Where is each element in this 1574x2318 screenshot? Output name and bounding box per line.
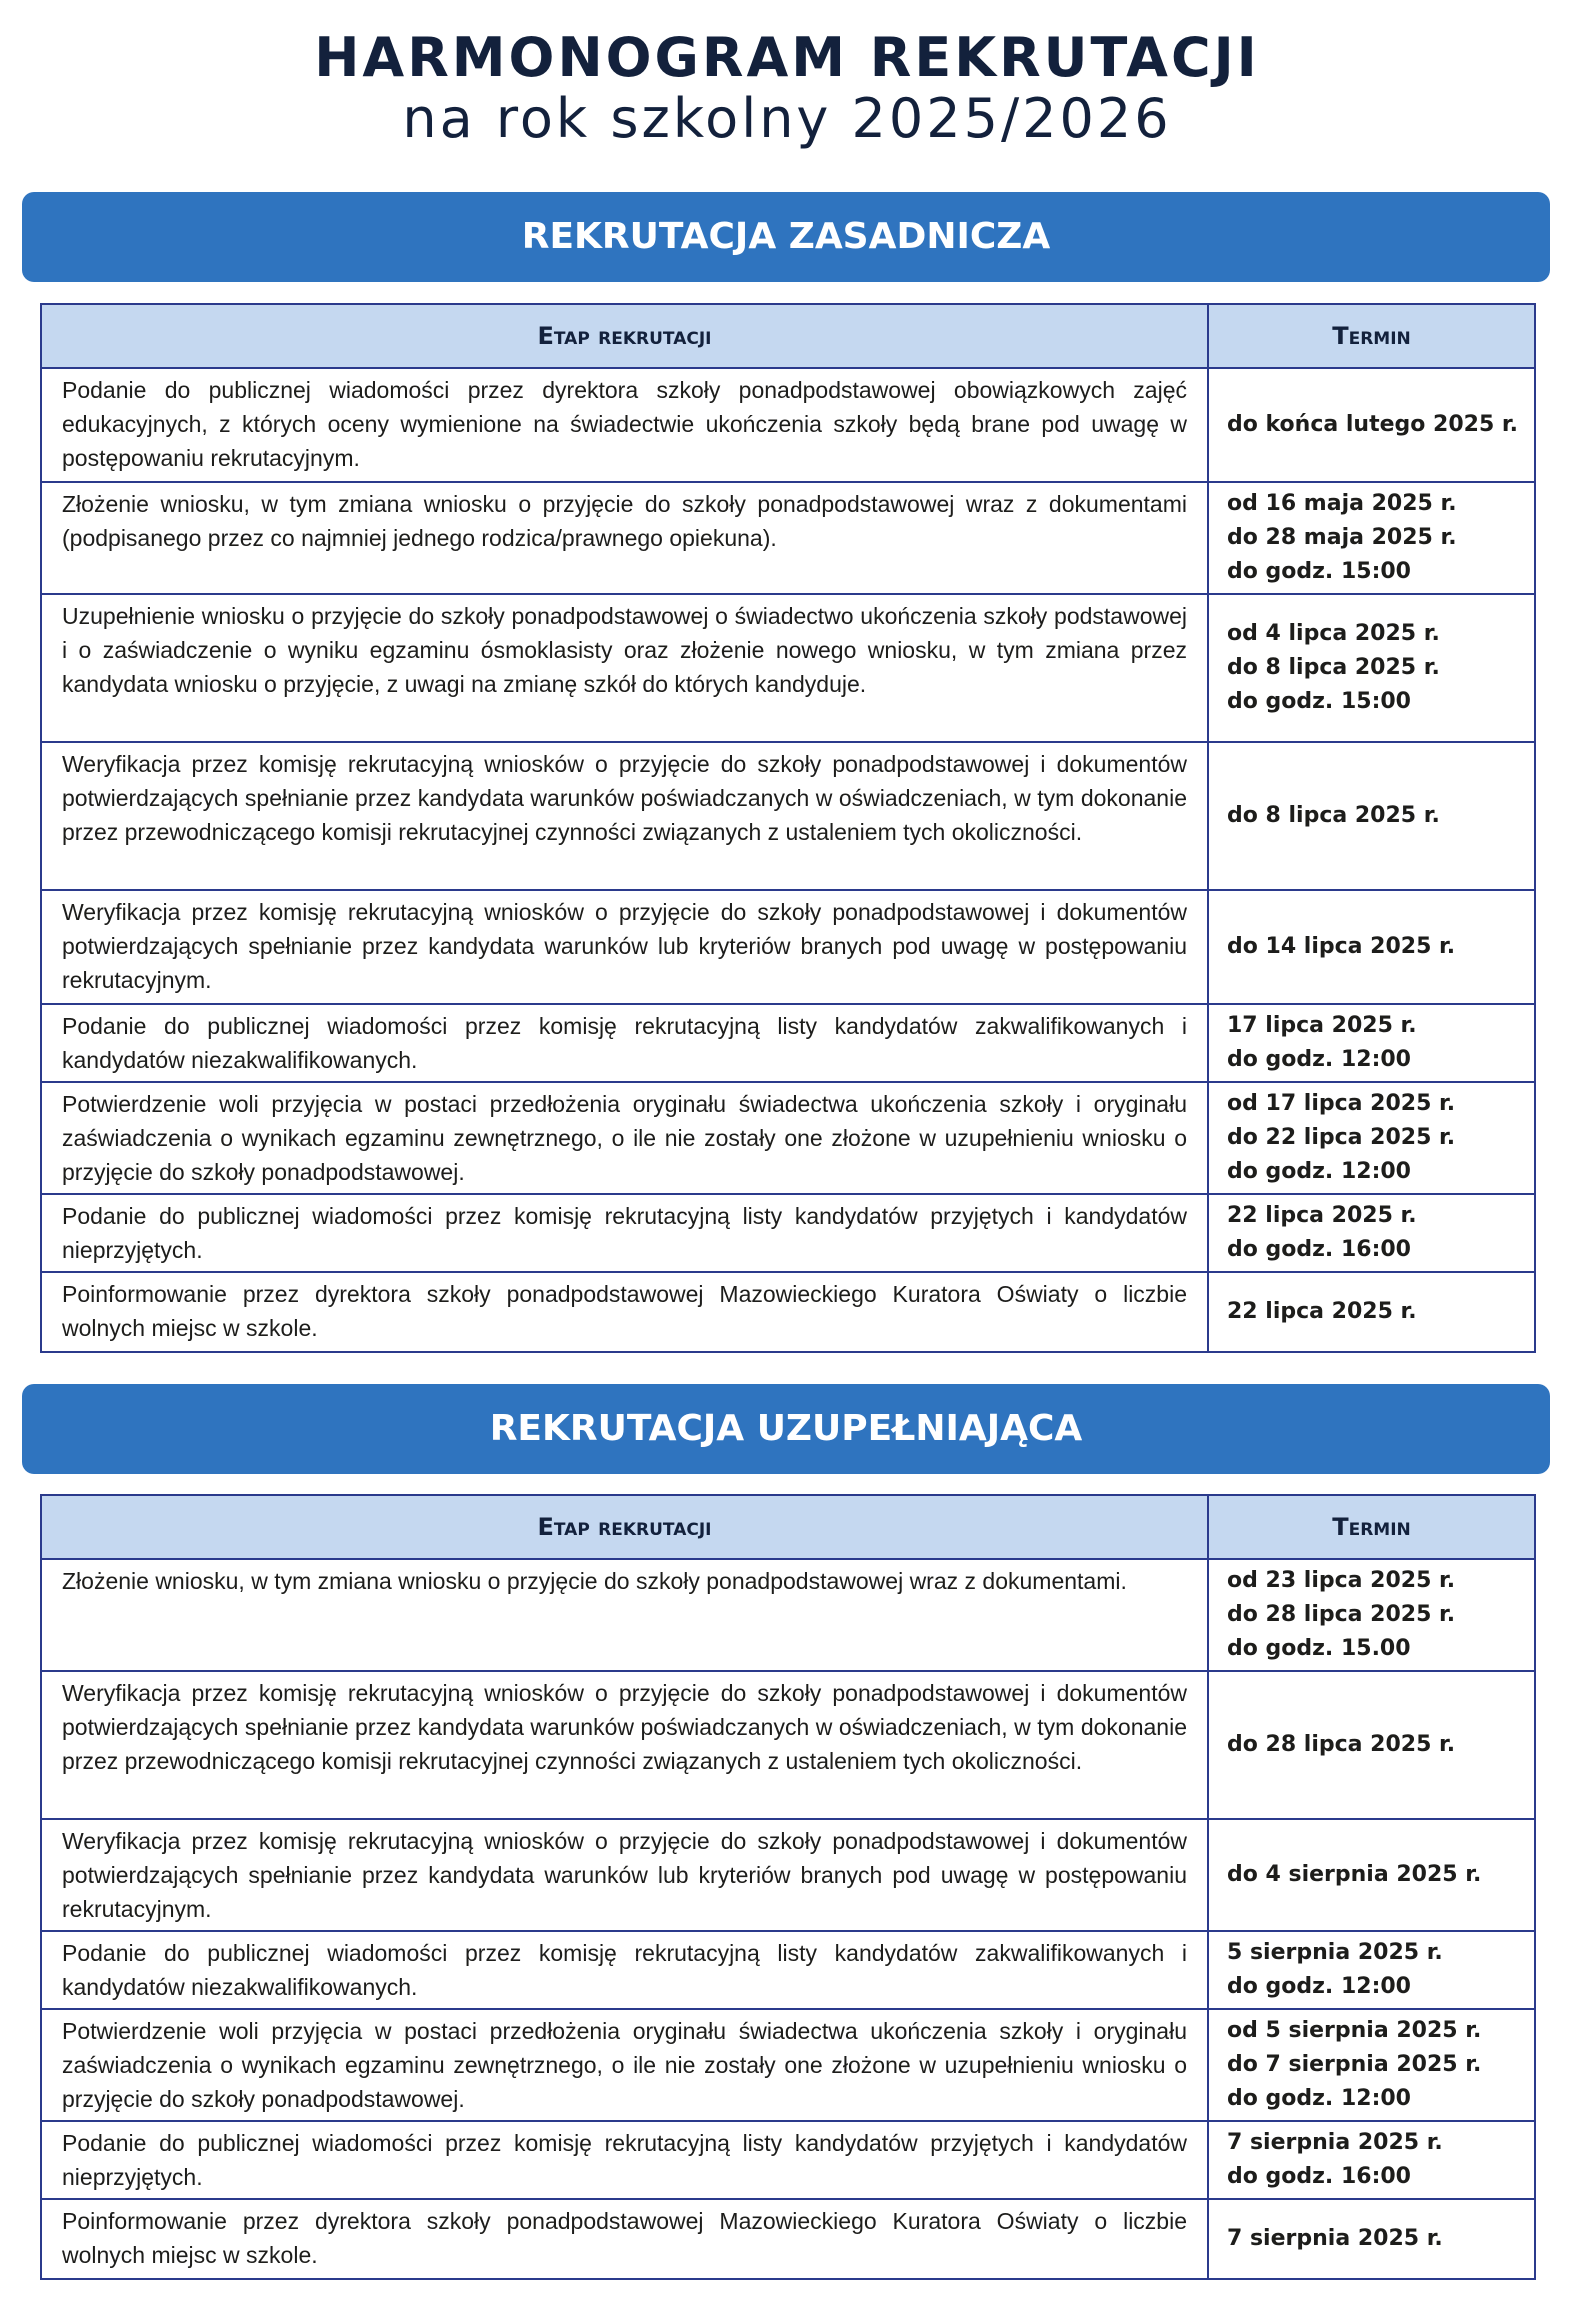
- deadline-line: od 16 maja 2025 r.: [1227, 491, 1457, 516]
- deadline-line: 22 lipca 2025 r.: [1227, 1203, 1417, 1228]
- deadline-line: 7 sierpnia 2025 r.: [1227, 2226, 1443, 2251]
- column-header-stage: Etap rekrutacji: [41, 304, 1208, 368]
- stage-description: Potwierdzenie woli przyjęcia w postaci przedłożenia oryginału świadectwa ukończenia szkoły i oryginału zaświadczenia o wynikach egzaminu zewnętrznego, o ile nie zostały one złożone w uzupełnieniu wniosku o przyjęcie do szkoły ponadpodstawowej.: [41, 1082, 1208, 1194]
- table-row: [41, 2199, 1535, 2279]
- deadline-line: do 22 lipca 2025 r.: [1227, 1125, 1456, 1150]
- stage-description: Podanie do publicznej wiadomości przez komisję rekrutacyjną listy kandydatów przyjętych i kandydatów nieprzyjętych.: [41, 2121, 1208, 2199]
- stage-deadline: [1208, 1272, 1535, 1352]
- deadline-line: 5 sierpnia 2025 r.: [1227, 1940, 1443, 1965]
- table-body: [41, 368, 1535, 1352]
- table-row: [41, 594, 1535, 742]
- deadline-line: do 14 lipca 2025 r.: [1227, 934, 1456, 959]
- stage-deadline: [1208, 2199, 1535, 2279]
- table-header-row: [41, 1495, 1535, 1559]
- stage-description: Złożenie wniosku, w tym zmiana wniosku o przyjęcie do szkoły ponadpodstawowej wraz z dokumentami (podpisanego przez co najmniej jednego rodzica/prawnego opiekuna).: [41, 482, 1208, 594]
- table-row: [41, 1931, 1535, 2009]
- table-row: [41, 1559, 1535, 1671]
- deadline-line: do 7 sierpnia 2025 r.: [1227, 2052, 1482, 2077]
- deadline-line: do godz. 12:00: [1227, 1047, 1411, 1072]
- stage-deadline: [1208, 1082, 1535, 1194]
- table-header-row: [41, 304, 1535, 368]
- deadline-line: od 5 sierpnia 2025 r.: [1227, 2018, 1482, 2043]
- stage-description: Podanie do publicznej wiadomości przez komisję rekrutacyjną listy kandydatów zakwalifikowanych i kandydatów niezakwalifikowanych.: [41, 1004, 1208, 1082]
- column-header-stage: Etap rekrutacji: [41, 1495, 1208, 1559]
- deadline-line: do 8 lipca 2025 r.: [1227, 803, 1440, 828]
- stage-deadline: [1208, 1671, 1535, 1819]
- page-title: HARMONOGRAM REKRUTACJI: [314, 26, 1260, 89]
- schedule-table-main: [40, 303, 1536, 1353]
- stage-deadline: [1208, 1004, 1535, 1082]
- deadline-line: do godz. 12:00: [1227, 1159, 1411, 1184]
- table-row: [41, 482, 1535, 594]
- deadline-line: do końca lutego 2025 r.: [1227, 412, 1519, 437]
- table-row: [41, 1819, 1535, 1931]
- deadline-line: do 28 maja 2025 r.: [1227, 525, 1457, 550]
- deadline-line: do godz. 15.00: [1227, 1636, 1411, 1661]
- stage-description: Podanie do publicznej wiadomości przez komisję rekrutacyjną listy kandydatów przyjętych i kandydatów nieprzyjętych.: [41, 1194, 1208, 1272]
- stage-description: Podanie do publicznej wiadomości przez dyrektora szkoły ponadpodstawowej obowiązkowych zajęć edukacyjnych, z których oceny wymienione na świadectwie ukończenia szkoły będą brane pod uwagę w postępowaniu rekrutacyjnym.: [41, 368, 1208, 482]
- stage-description: Poinformowanie przez dyrektora szkoły ponadpodstawowej Mazowieckiego Kuratora Oświaty o liczbie wolnych miejsc w szkole.: [41, 2199, 1208, 2279]
- table-row: [41, 1671, 1535, 1819]
- deadline-line: do godz. 15:00: [1227, 689, 1411, 714]
- table-row: [41, 890, 1535, 1004]
- deadline-line: do 4 sierpnia 2025 r.: [1227, 1862, 1482, 1887]
- schedule-table-supplementary: [40, 1494, 1536, 2280]
- deadline-line: od 17 lipca 2025 r.: [1227, 1091, 1456, 1116]
- stage-deadline: [1208, 890, 1535, 1004]
- stage-deadline: [1208, 1931, 1535, 2009]
- column-header-term: Termin: [1208, 304, 1535, 368]
- stage-deadline: [1208, 1559, 1535, 1671]
- deadline-line: do godz. 16:00: [1227, 1237, 1411, 1262]
- deadline-line: do godz. 12:00: [1227, 2086, 1411, 2111]
- deadline-line: od 4 lipca 2025 r.: [1227, 621, 1440, 646]
- stage-description: Uzupełnienie wniosku o przyjęcie do szkoły ponadpodstawowej o świadectwo ukończenia szkoły podstawowej i o zaświadczenie o wyniku egzaminu ósmoklasisty oraz złożenie nowego wniosku, w tym zmiana przez kandydata wniosku o przyjęcie, z uwagi na zmianę szkół do których kandyduje.: [41, 594, 1208, 742]
- deadline-line: do godz. 15:00: [1227, 559, 1411, 584]
- stage-description: Podanie do publicznej wiadomości przez komisję rekrutacyjną listy kandydatów zakwalifikowanych i kandydatów niezakwalifikowanych.: [41, 1931, 1208, 2009]
- stage-deadline: [1208, 742, 1535, 890]
- stage-deadline: [1208, 1819, 1535, 1931]
- section-banner-main: REKRUTACJA ZASADNICZA: [22, 192, 1550, 282]
- table-body: [41, 1559, 1535, 2279]
- deadline-line: od 23 lipca 2025 r.: [1227, 1568, 1456, 1593]
- deadline-line: do godz. 16:00: [1227, 2164, 1411, 2189]
- stage-deadline: [1208, 368, 1535, 482]
- stage-deadline: [1208, 1194, 1535, 1272]
- stage-deadline: [1208, 482, 1535, 594]
- table-row: [41, 2009, 1535, 2121]
- stage-description: Potwierdzenie woli przyjęcia w postaci przedłożenia oryginału świadectwa ukończenia szkoły i oryginału zaświadczenia o wynikach egzaminu zewnętrznego, o ile nie zostały one złożone w uzupełnieniu wniosku o przyjęcie do szkoły ponadpodstawowej.: [41, 2009, 1208, 2121]
- deadline-line: 7 sierpnia 2025 r.: [1227, 2130, 1443, 2155]
- section-banner-supplementary: REKRUTACJA UZUPEŁNIAJĄCA: [22, 1384, 1550, 1474]
- deadline-line: do 28 lipca 2025 r.: [1227, 1602, 1456, 1627]
- deadline-line: do 8 lipca 2025 r.: [1227, 655, 1440, 680]
- deadline-line: do godz. 12:00: [1227, 1974, 1411, 1999]
- stage-description: Weryfikacja przez komisję rekrutacyjną wniosków o przyjęcie do szkoły ponadpodstawowej i dokumentów potwierdzających spełnianie przez kandydata warunków lub kryteriów branych pod uwagę w postępowaniu rekrutacyjnym.: [41, 1819, 1208, 1931]
- stage-deadline: [1208, 594, 1535, 742]
- deadline-line: 17 lipca 2025 r.: [1227, 1013, 1417, 1038]
- stage-deadline: [1208, 2121, 1535, 2199]
- stage-description: Złożenie wniosku, w tym zmiana wniosku o przyjęcie do szkoły ponadpodstawowej wraz z dokumentami.: [41, 1559, 1208, 1671]
- table-row: [41, 1272, 1535, 1352]
- deadline-line: 22 lipca 2025 r.: [1227, 1299, 1417, 1324]
- table-row: [41, 1194, 1535, 1272]
- table-row: [41, 1082, 1535, 1194]
- table-row: [41, 742, 1535, 890]
- stage-description: Weryfikacja przez komisję rekrutacyjną wniosków o przyjęcie do szkoły ponadpodstawowej i dokumentów potwierdzających spełnianie przez kandydata warunków poświadczanych w oświadczeniach, w tym dokonanie przez przewodniczącego komisji rekrutacyjnej czynności związanych z ustaleniem tych okoliczności.: [41, 1671, 1208, 1819]
- table-row: [41, 1004, 1535, 1082]
- deadline-line: do 28 lipca 2025 r.: [1227, 1732, 1456, 1757]
- page-subtitle: na rok szkolny 2025/2026: [402, 87, 1172, 150]
- stage-description: Weryfikacja przez komisję rekrutacyjną wniosków o przyjęcie do szkoły ponadpodstawowej i dokumentów potwierdzających spełnianie przez kandydata warunków poświadczanych w oświadczeniach, w tym dokonanie przez przewodniczącego komisji rekrutacyjnej czynności związanych z ustaleniem tych okoliczności.: [41, 742, 1208, 890]
- stage-description: Poinformowanie przez dyrektora szkoły ponadpodstawowej Mazowieckiego Kuratora Oświaty o liczbie wolnych miejsc w szkole.: [41, 1272, 1208, 1352]
- table-row: [41, 2121, 1535, 2199]
- stage-deadline: [1208, 2009, 1535, 2121]
- stage-description: Weryfikacja przez komisję rekrutacyjną wniosków o przyjęcie do szkoły ponadpodstawowej i dokumentów potwierdzających spełnianie przez kandydata warunków lub kryteriów branych pod uwagę w postępowaniu rekrutacyjnym.: [41, 890, 1208, 1004]
- column-header-term: Termin: [1208, 1495, 1535, 1559]
- table-row: [41, 368, 1535, 482]
